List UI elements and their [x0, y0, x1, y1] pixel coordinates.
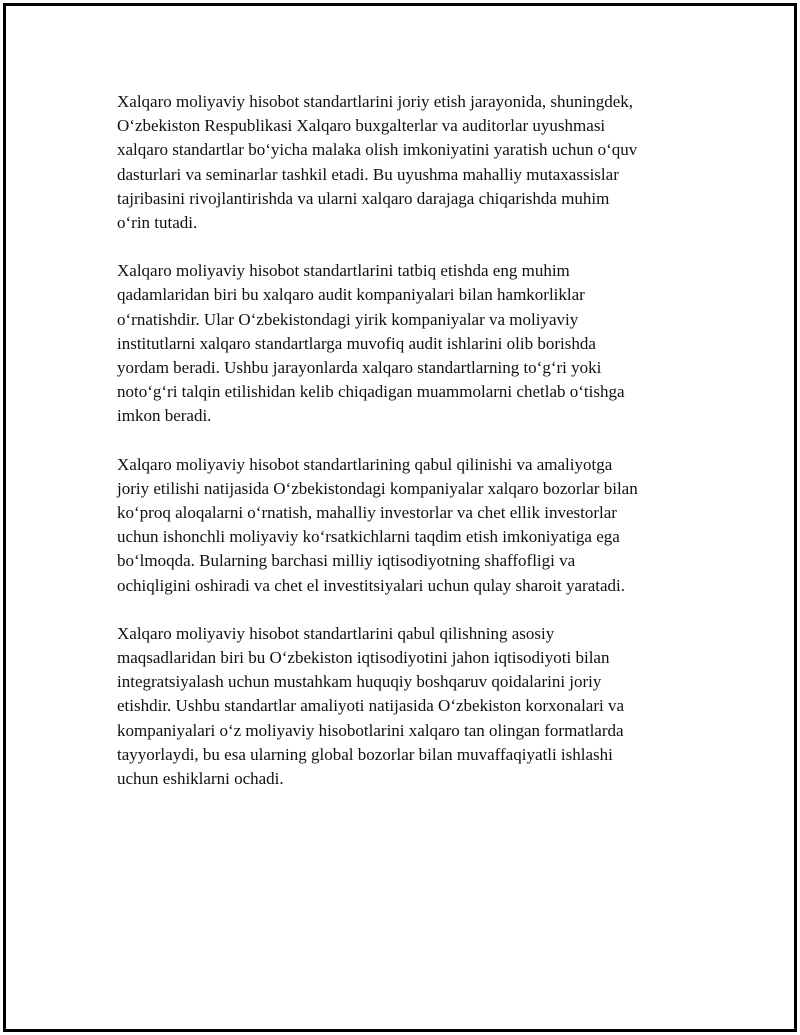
paragraph-1: Xalqaro moliyaviy hisobot standartlarini joriy etish jarayonida, shuningdek, O‘zbekiston Respublikasi Xalqaro buxgalterlar va auditorlar uyushmasi xalqaro standartlar bo‘yicha malaka olish imkoniyatini yaratish uchun o‘quv dasturlari va seminarlar tashkil etadi. Bu uyushma mahalliy mutaxassislar tajribasini rivojlantirishda va ularni xalqaro darajaga chiqarishda muhim o‘rin tutadi.: [117, 92, 638, 233]
paragraph-2: Xalqaro moliyaviy hisobot standartlarini tatbiq etishda eng muhim qadamlaridan biri bu xalqaro audit kompaniyalari bilan hamkorliklar o‘rnatishdir. Ular O‘zbekistondagi yirik kompaniyalar va moliyaviy institutlarni xalqaro standartlarga muvofiq audit ishlarini olib borishda yordam beradi. Ushbu jarayonlarda xalqaro standartlarning to‘g‘ri yoki noto‘g‘ri talqin etilishidan kelib chiqadigan muammolarni chetlab o‘tishga imkon beradi.: [117, 261, 625, 426]
document-body: [117, 90, 697, 815]
paragraph-3: Xalqaro moliyaviy hisobot standartlarining qabul qilinishi va amaliyotga joriy etilishi natijasida O‘zbekistondagi kompaniyalar xalqaro bozorlar bilan ko‘proq aloqalarni o‘rnatish, mahalliy investorlar va chet ellik investorlar uchun ishonchli moliyaviy ko‘rsatkichlarni taqdim etish imkoniyatiga ega bo‘lmoqda. Bularning barchasi milliy iqtisodiyotning shaffofligi va ochiqligini oshiradi va chet el investitsiyalari uchun qulay sharoit yaratadi.: [117, 454, 638, 595]
paragraph-4: Xalqaro moliyaviy hisobot standartlarini qabul qilishning asosiy maqsadlaridan biri bu O‘zbekiston iqtisodiyotini jahon iqtisodiyoti bilan integratsiyalash uchun mustahkam huquqiy boshqaruv qoidalarini joriy etishdir. Ushbu standartlar amaliyoti natijasida O‘zbekiston korxonalari va kompaniyalari o‘z moliyaviy hisobotlarini xalqaro tan olingan formatlarda tayyorlaydi, bu esa ularning global bozorlar bilan muvaffaqiyatli ishlashi uchun eshiklarni ochadi.: [117, 623, 625, 789]
